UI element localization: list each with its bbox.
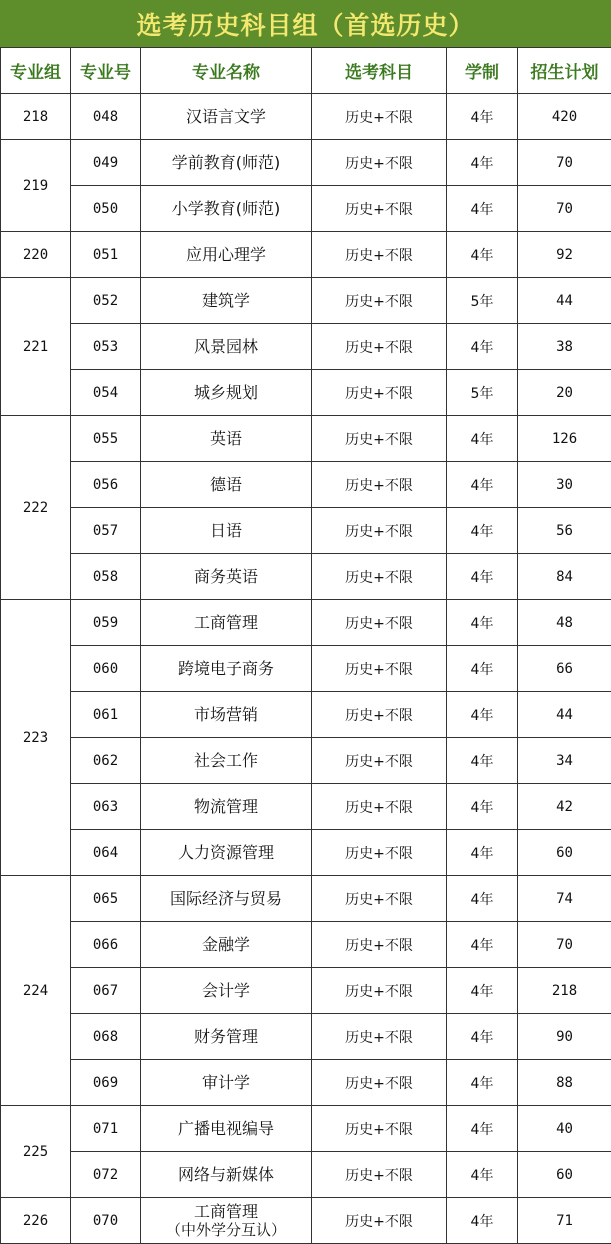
subject-cell: 历史+不限	[312, 1198, 447, 1244]
subject-cell: 历史+不限	[312, 554, 447, 600]
years-cell: 4年	[447, 922, 518, 968]
major-cell: 建筑学	[141, 278, 312, 324]
years-cell: 4年	[447, 968, 518, 1014]
plan-cell: 88	[518, 1060, 611, 1106]
code-cell: 072	[71, 1152, 141, 1198]
code-cell: 057	[71, 508, 141, 554]
code-cell: 059	[71, 600, 141, 646]
group-cell: 218	[1, 94, 71, 140]
plan-cell: 60	[518, 830, 611, 876]
subject-cell: 历史+不限	[312, 508, 447, 554]
plan-cell: 218	[518, 968, 611, 1014]
code-cell: 058	[71, 554, 141, 600]
major-cell: 汉语言文学	[141, 94, 312, 140]
code-cell: 069	[71, 1060, 141, 1106]
header-plan: 招生计划	[518, 48, 611, 94]
major-cell: 应用心理学	[141, 232, 312, 278]
subject-cell: 历史+不限	[312, 1060, 447, 1106]
table-row	[1, 1014, 611, 1060]
subject-cell: 历史+不限	[312, 1014, 447, 1060]
table-row	[1, 922, 611, 968]
table-row	[1, 462, 611, 508]
code-cell: 064	[71, 830, 141, 876]
subject-cell: 历史+不限	[312, 876, 447, 922]
table-header-row	[1, 48, 611, 94]
major-cell: 审计学	[141, 1060, 312, 1106]
group-cell: 224	[1, 876, 71, 1106]
plan-cell: 92	[518, 232, 611, 278]
code-cell: 063	[71, 784, 141, 830]
table-row	[1, 830, 611, 876]
plan-cell: 66	[518, 646, 611, 692]
years-cell: 4年	[447, 232, 518, 278]
subject-cell: 历史+不限	[312, 140, 447, 186]
major-cell: 日语	[141, 508, 312, 554]
subject-cell: 历史+不限	[312, 462, 447, 508]
table-row	[1, 968, 611, 1014]
table-row	[1, 278, 611, 324]
code-cell: 071	[71, 1106, 141, 1152]
major-cell: 网络与新媒体	[141, 1152, 312, 1198]
years-cell: 4年	[447, 186, 518, 232]
subject-cell: 历史+不限	[312, 278, 447, 324]
plan-cell: 126	[518, 416, 611, 462]
major-cell: 学前教育(师范)	[141, 140, 312, 186]
table-row	[1, 876, 611, 922]
group-cell: 219	[1, 140, 71, 232]
major-cell	[141, 1198, 312, 1244]
code-cell: 066	[71, 922, 141, 968]
subject-cell: 历史+不限	[312, 186, 447, 232]
major-cell: 商务英语	[141, 554, 312, 600]
plan-cell: 56	[518, 508, 611, 554]
code-cell: 062	[71, 738, 141, 784]
major-cell: 小学教育(师范)	[141, 186, 312, 232]
plan-cell: 420	[518, 94, 611, 140]
code-cell: 050	[71, 186, 141, 232]
major-cell: 风景园林	[141, 324, 312, 370]
header-code: 专业号	[71, 48, 141, 94]
subject-cell: 历史+不限	[312, 830, 447, 876]
major-cell: 市场营销	[141, 692, 312, 738]
plan-cell: 40	[518, 1106, 611, 1152]
years-cell: 4年	[447, 1152, 518, 1198]
major-name: 工商管理	[193, 1201, 258, 1221]
plan-cell: 84	[518, 554, 611, 600]
years-cell: 4年	[447, 600, 518, 646]
plan-cell: 60	[518, 1152, 611, 1198]
plan-cell: 34	[518, 738, 611, 784]
table-row	[1, 554, 611, 600]
years-cell: 5年	[447, 278, 518, 324]
major-cell: 社会工作	[141, 738, 312, 784]
years-cell: 4年	[447, 646, 518, 692]
table-row	[1, 370, 611, 416]
enrollment-table	[0, 47, 611, 1244]
subject-cell: 历史+不限	[312, 646, 447, 692]
table-row	[1, 324, 611, 370]
plan-cell: 42	[518, 784, 611, 830]
subject-cell: 历史+不限	[312, 784, 447, 830]
major-cell: 财务管理	[141, 1014, 312, 1060]
table-row	[1, 738, 611, 784]
code-cell: 053	[71, 324, 141, 370]
years-cell: 4年	[447, 830, 518, 876]
years-cell: 4年	[447, 1198, 518, 1244]
code-cell: 051	[71, 232, 141, 278]
plan-cell: 44	[518, 692, 611, 738]
subject-cell: 历史+不限	[312, 1152, 447, 1198]
header-group: 专业组	[1, 48, 71, 94]
code-cell: 049	[71, 140, 141, 186]
header-major: 专业名称	[141, 48, 312, 94]
years-cell: 4年	[447, 416, 518, 462]
header-subject: 选考科目	[312, 48, 447, 94]
plan-cell: 48	[518, 600, 611, 646]
code-cell: 055	[71, 416, 141, 462]
plan-cell: 38	[518, 324, 611, 370]
table-row	[1, 1106, 611, 1152]
table-body	[1, 94, 611, 1244]
subject-cell: 历史+不限	[312, 600, 447, 646]
group-cell: 226	[1, 1198, 71, 1244]
years-cell: 4年	[447, 554, 518, 600]
plan-cell: 70	[518, 186, 611, 232]
subject-cell: 历史+不限	[312, 922, 447, 968]
header-years: 学制	[447, 48, 518, 94]
table-row	[1, 416, 611, 462]
table-row	[1, 692, 611, 738]
subject-cell: 历史+不限	[312, 370, 447, 416]
table-row	[1, 600, 611, 646]
major-cell: 人力资源管理	[141, 830, 312, 876]
table-row	[1, 1060, 611, 1106]
subject-cell: 历史+不限	[312, 692, 447, 738]
subject-cell: 历史+不限	[312, 416, 447, 462]
major-cell: 工商管理	[141, 600, 312, 646]
group-cell: 221	[1, 278, 71, 416]
code-cell: 070	[71, 1198, 141, 1244]
table-row	[1, 508, 611, 554]
years-cell: 4年	[447, 462, 518, 508]
years-cell: 4年	[447, 508, 518, 554]
years-cell: 4年	[447, 738, 518, 784]
years-cell: 4年	[447, 140, 518, 186]
years-cell: 4年	[447, 94, 518, 140]
plan-cell: 70	[518, 140, 611, 186]
code-cell: 054	[71, 370, 141, 416]
plan-cell: 20	[518, 370, 611, 416]
table-row	[1, 140, 611, 186]
major-cell: 英语	[141, 416, 312, 462]
plan-cell: 74	[518, 876, 611, 922]
code-cell: 056	[71, 462, 141, 508]
major-cell: 跨境电子商务	[141, 646, 312, 692]
code-cell: 060	[71, 646, 141, 692]
years-cell: 5年	[447, 370, 518, 416]
table-row	[1, 1198, 611, 1244]
code-cell: 067	[71, 968, 141, 1014]
group-cell: 223	[1, 600, 71, 876]
subject-cell: 历史+不限	[312, 1106, 447, 1152]
group-cell: 220	[1, 232, 71, 278]
subject-cell: 历史+不限	[312, 968, 447, 1014]
major-cell: 国际经济与贸易	[141, 876, 312, 922]
plan-cell: 90	[518, 1014, 611, 1060]
years-cell: 4年	[447, 876, 518, 922]
plan-cell: 30	[518, 462, 611, 508]
years-cell: 4年	[447, 324, 518, 370]
code-cell: 048	[71, 94, 141, 140]
group-cell: 225	[1, 1106, 71, 1198]
plan-cell: 70	[518, 922, 611, 968]
major-cell: 城乡规划	[141, 370, 312, 416]
major-cell: 会计学	[141, 968, 312, 1014]
years-cell: 4年	[447, 1060, 518, 1106]
subject-cell: 历史+不限	[312, 232, 447, 278]
table-row	[1, 1152, 611, 1198]
years-cell: 4年	[447, 692, 518, 738]
table-row	[1, 186, 611, 232]
major-cell: 金融学	[141, 922, 312, 968]
subject-cell: 历史+不限	[312, 94, 447, 140]
code-cell: 052	[71, 278, 141, 324]
table-row	[1, 232, 611, 278]
subject-cell: 历史+不限	[312, 324, 447, 370]
table-row	[1, 646, 611, 692]
code-cell: 065	[71, 876, 141, 922]
years-cell: 4年	[447, 1014, 518, 1060]
major-cell: 德语	[141, 462, 312, 508]
table-row	[1, 784, 611, 830]
page-title: 选考历史科目组（首选历史）	[0, 0, 611, 47]
major-note: （中外学分互认）	[165, 1220, 286, 1239]
group-cell: 222	[1, 416, 71, 600]
years-cell: 4年	[447, 1106, 518, 1152]
subject-cell: 历史+不限	[312, 738, 447, 784]
code-cell: 068	[71, 1014, 141, 1060]
code-cell: 061	[71, 692, 141, 738]
years-cell: 4年	[447, 784, 518, 830]
plan-cell: 71	[518, 1198, 611, 1244]
major-cell: 物流管理	[141, 784, 312, 830]
major-cell: 广播电视编导	[141, 1106, 312, 1152]
plan-cell: 44	[518, 278, 611, 324]
table-row	[1, 94, 611, 140]
